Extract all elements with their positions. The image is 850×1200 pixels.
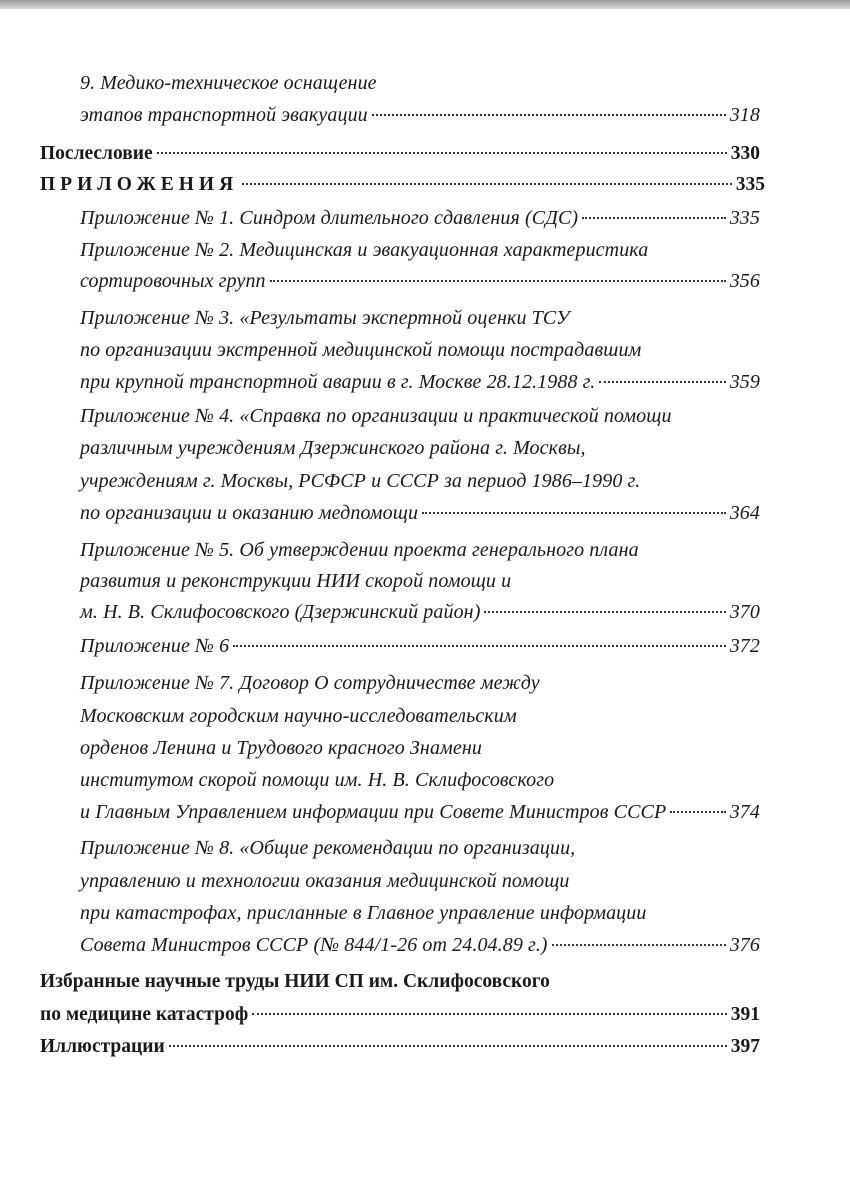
dot-leader [233,644,726,647]
dot-leader [242,182,732,185]
toc-entry-text: развития и реконструкции НИИ скорой помощи и [80,570,512,592]
toc-entry-text: Приложение № 2. Медицинская и эвакуационная характеристика [80,239,649,261]
toc-entry-appendix-8-line4 [80,930,760,960]
toc-entry-afterword [40,139,760,169]
toc-entry-illustrations [40,1032,760,1062]
toc-entry-appendix-7-line5 [80,797,760,827]
toc-entry-text: учреждениям г. Москвы, РСФСР и СССР за период 1986–1990 г. [80,470,641,492]
toc-entry-appendix-8-line1 [80,833,760,863]
toc-entry-text: Совета Министров СССР (№ 844/1-26 от 24.04.89 г.) [80,934,548,956]
toc-entry-appendix-4-line1 [80,401,760,431]
toc-entry-text: Иллюстрации [40,1036,165,1057]
toc-entry-appendix-4-line2 [80,433,760,463]
page-number: 359 [729,371,760,393]
toc-entry-text: Приложение № 7. Договор О сотрудничестве между [80,672,540,694]
toc-entry-appendix-4-line3 [80,466,760,496]
toc-entry-appendix-4-line4 [80,498,760,528]
toc-entry-appendix-6 [80,631,760,661]
page-number: 364 [729,502,760,524]
toc-entry-text: и Главным Управлением информации при Совете Министров СССР [80,801,667,823]
dot-leader [270,279,726,282]
dot-leader [372,113,726,116]
toc-entry-text: Приложение № 4. «Справка по организации и практической помощи [80,405,672,427]
page-number: 397 [730,1036,760,1057]
toc-entry-appendix-3-line2 [80,335,760,365]
toc-entry-text: Приложение № 3. «Результаты экспертной оценки ТСУ [80,307,570,329]
toc-entry-text: Избранные научные труды НИИ СП им. Склифосовского [40,971,550,992]
dot-leader [422,511,726,514]
page-number: 376 [729,934,760,956]
dot-leader [252,1012,727,1015]
toc-entry-text: по организации и оказанию медпомощи [80,502,419,524]
toc-entry-appendix-8-line3 [80,898,760,928]
toc-entry-appendix-7-line4 [80,765,760,795]
dot-leader [552,943,726,946]
toc-entry-appendix-5-line3 [80,597,760,627]
dot-leader [670,810,725,813]
toc-entry-text: сортировочных групп [80,270,266,292]
toc-entry-appendix-5-line1 [80,535,760,565]
toc-entry-text: различным учреждениям Дзержинского района г. Москвы, [80,437,586,459]
dot-leader [599,380,725,383]
toc-entry-9-line2 [80,100,760,130]
page-number: 335 [729,207,760,229]
toc-entry-text: Приложение № 5. Об утверждении проекта генерального плана [80,539,639,561]
toc-entry-appendix-1 [80,203,760,233]
toc-entry-appendix-7-line3 [80,733,760,763]
toc-entry-text: Московским городским научно-исследовательским [80,705,517,727]
toc-entry-works-line1 [40,967,760,997]
dot-leader [582,216,726,219]
toc-entry-text: м. Н. В. Склифосовского (Дзержинский район) [80,601,481,623]
toc-entry-appendices [40,170,765,200]
dot-leader [157,151,727,154]
page-number: 318 [729,104,760,126]
page-number: 330 [730,143,760,164]
toc-entry-text: управлению и технологии оказания медицинской помощи [80,870,570,892]
toc-entry-text: по медицине катастроф [40,1004,249,1025]
toc-entry-text: институтом скорой помощи им. Н. В. Склифосовского [80,769,555,791]
toc-entry-text: при катастрофах, присланные в Главное управление информации [80,902,647,924]
toc-entry-text: Приложение № 8. «Общие рекомендации по организации, [80,837,576,859]
toc-entry-text: по организации экстренной медицинской помощи пострадавшим [80,339,642,361]
toc-entry-9-line1 [80,68,760,98]
toc-entry-works-line2 [40,1000,760,1030]
dot-leader [169,1044,727,1047]
page-number: 374 [729,801,760,823]
page-number: 356 [729,270,760,292]
toc-entry-appendix-2-line2 [80,266,760,296]
page-number: 391 [730,1004,760,1025]
toc-entry-text: 9. Медико-техническое оснащение [80,72,377,94]
toc-entry-appendix-7-line2 [80,701,760,731]
toc-entry-appendix-7-line1 [80,668,760,698]
toc-entry-text: Приложение № 6 [80,635,230,657]
page-number: 335 [735,174,765,195]
toc-section-heading: ПРИЛОЖЕНИЯ [40,174,239,195]
toc-entry-appendix-8-line2 [80,866,760,896]
toc-entry-text: при крупной транспортной аварии в г. Москве 28.12.1988 г. [80,371,596,393]
toc-entry-text: Приложение № 1. Синдром длительного сдавления (СДС) [80,207,579,229]
page-number: 372 [729,635,760,657]
toc-entry-appendix-3-line1 [80,303,760,333]
toc-entry-text: орденов Ленина и Трудового красного Знамени [80,737,483,759]
dot-leader [484,610,725,613]
toc-entry-appendix-5-line2 [80,566,760,596]
toc-entry-text: этапов транспортной эвакуации [80,104,368,126]
toc-entry-appendix-2-line1 [80,235,760,265]
toc-entry-appendix-3-line3 [80,367,760,397]
toc-entry-text: Послесловие [40,143,153,164]
page-number: 370 [729,601,760,623]
